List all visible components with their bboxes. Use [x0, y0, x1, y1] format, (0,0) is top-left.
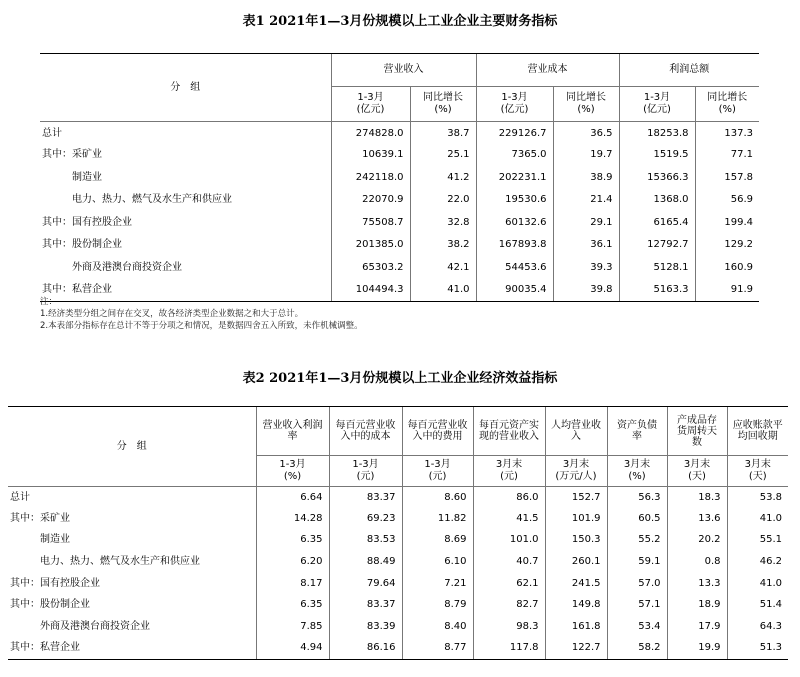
table-cell: 13.3 — [667, 573, 727, 595]
table-row — [40, 257, 759, 280]
unit-line2: (元) — [428, 471, 447, 482]
column-header-line2: 入 — [571, 431, 581, 442]
table-cell: 229126.7 — [476, 122, 553, 145]
table-cell: 25.1 — [410, 144, 476, 167]
table-cell: 40.7 — [473, 551, 545, 573]
table-cell: 18253.8 — [619, 122, 695, 145]
table-row — [8, 551, 788, 573]
table-cell: 8.69 — [402, 530, 473, 552]
column-header-line2: 率 — [287, 431, 298, 442]
table-cell: 83.53 — [329, 530, 402, 552]
table-row — [8, 594, 788, 616]
col-group-cost: 营业成本 — [476, 54, 619, 87]
table-cell: 56.3 — [607, 487, 667, 509]
column-header-3 — [473, 407, 545, 456]
table-row — [8, 573, 788, 595]
sub-header-line2: (%) — [434, 104, 452, 115]
table-cell: 167893.8 — [476, 234, 553, 257]
sub-header-line2: (%) — [718, 104, 736, 115]
table-cell: 8.60 — [402, 487, 473, 509]
table-cell: 0.8 — [667, 551, 727, 573]
table-cell: 242118.0 — [331, 167, 410, 190]
column-header-line3: 数 — [692, 436, 702, 448]
table-cell: 41.0 — [410, 279, 476, 302]
table-row — [40, 167, 759, 190]
column-header-6 — [667, 407, 727, 456]
table-cell: 1519.5 — [619, 144, 695, 167]
column-header-7 — [727, 407, 788, 456]
column-header-line1: 应收账款平 — [732, 420, 783, 431]
table-cell: 18.3 — [667, 487, 727, 509]
table-cell: 8.17 — [256, 573, 329, 595]
unit-header-0 — [256, 456, 329, 487]
table-cell: 75508.7 — [331, 212, 410, 235]
table-cell: 83.37 — [329, 487, 402, 509]
table-cell: 39.3 — [553, 257, 619, 280]
column-header-0 — [256, 407, 329, 456]
table-cell: 54453.6 — [476, 257, 553, 280]
table-cell: 38.7 — [410, 122, 476, 145]
col-group-revenue: 营业收入 — [331, 54, 476, 87]
unit-line2: (%) — [283, 471, 302, 482]
table-cell: 6.20 — [256, 551, 329, 573]
table-cell: 6165.4 — [619, 212, 695, 235]
sub-header-line1: 1-3月 — [357, 92, 384, 103]
unit-line2: (天) — [748, 471, 767, 482]
table-cell: 117.8 — [473, 638, 545, 660]
table-cell: 274828.0 — [331, 122, 410, 145]
table-cell: 8.77 — [402, 638, 473, 660]
table-cell: 83.37 — [329, 594, 402, 616]
sub-header-5 — [695, 87, 759, 122]
table-cell: 8.40 — [402, 616, 473, 638]
sub-header-4 — [619, 87, 695, 122]
table-cell: 10639.1 — [331, 144, 410, 167]
column-header-line1: 资产负债 — [617, 420, 657, 431]
table-cell: 38.2 — [410, 234, 476, 257]
table-cell: 91.9 — [695, 279, 759, 302]
table-cell: 55.1 — [727, 530, 788, 552]
table-cell: 22.0 — [410, 189, 476, 212]
table-cell: 13.6 — [667, 508, 727, 530]
group-header: 分 组 — [40, 54, 331, 122]
table-cell: 77.1 — [695, 144, 759, 167]
table-cell: 8.79 — [402, 594, 473, 616]
table-cell: 55.2 — [607, 530, 667, 552]
column-header-2 — [402, 407, 473, 456]
row-label: 其中：采矿业 — [10, 512, 70, 524]
row-label: 制造业 — [42, 171, 102, 183]
table-cell: 6.35 — [256, 530, 329, 552]
table-cell: 260.1 — [545, 551, 607, 573]
table-cell: 29.1 — [553, 212, 619, 235]
table-cell: 98.3 — [473, 616, 545, 638]
table-row — [8, 530, 788, 552]
unit-header-5 — [607, 456, 667, 487]
table-cell: 19530.6 — [476, 189, 553, 212]
unit-line1: 3月末 — [562, 459, 590, 470]
table-cell: 64.3 — [727, 616, 788, 638]
unit-line1: 3月末 — [495, 459, 523, 470]
row-label: 电力、热力、燃气及水生产和供应业 — [42, 194, 232, 206]
table-cell: 86.0 — [473, 487, 545, 509]
table-cell: 17.9 — [667, 616, 727, 638]
table-cell: 150.3 — [545, 530, 607, 552]
row-label: 其中：私营企业 — [8, 638, 256, 660]
sub-header-2 — [476, 87, 553, 122]
unit-header-7 — [727, 456, 788, 487]
row-label: 电力、热力、燃气及水生产和供应业 — [10, 556, 200, 568]
table-cell: 241.5 — [545, 573, 607, 595]
column-header-line1: 产成品存 — [677, 414, 717, 426]
table-cell: 149.8 — [545, 594, 607, 616]
table-row — [40, 234, 759, 257]
table-cell: 59.1 — [607, 551, 667, 573]
table-cell: 104494.3 — [331, 279, 410, 302]
column-header-5 — [607, 407, 667, 456]
table-cell: 38.9 — [553, 167, 619, 190]
unit-line2: (天) — [688, 471, 706, 482]
sub-header-line1: 同比增长 — [707, 92, 748, 103]
table-cell: 62.1 — [473, 573, 545, 595]
table-cell: 36.5 — [553, 122, 619, 145]
column-header-line2: 率 — [632, 431, 642, 442]
table-row — [40, 189, 759, 212]
table-cell: 19.9 — [667, 638, 727, 660]
table-cell: 18.9 — [667, 594, 727, 616]
unit-line1: 3月末 — [683, 459, 711, 470]
financial-indicators-table — [40, 53, 759, 302]
table-cell: 41.2 — [410, 167, 476, 190]
row-label: 制造业 — [10, 534, 70, 546]
table-cell: 90035.4 — [476, 279, 553, 302]
table-cell: 41.0 — [727, 573, 788, 595]
table-cell: 39.8 — [553, 279, 619, 302]
table-cell: 199.4 — [695, 212, 759, 235]
table-cell: 42.1 — [410, 257, 476, 280]
column-header-line2: 入中的成本 — [340, 431, 391, 442]
sub-header-line1: 同比增长 — [566, 92, 606, 103]
table-cell: 79.64 — [329, 573, 402, 595]
sub-header-line2: (亿元) — [500, 104, 529, 115]
table1-title: 表1 2021年1—3月份规模以上工业企业主要财务指标 — [242, 14, 558, 29]
unit-header-6 — [667, 456, 727, 487]
table-cell: 6.35 — [256, 594, 329, 616]
table-cell: 12792.7 — [619, 234, 695, 257]
sub-header-line1: 同比增长 — [423, 92, 463, 103]
table-cell: 53.8 — [727, 487, 788, 509]
efficiency-indicators-table — [8, 406, 788, 660]
table-cell: 5128.1 — [619, 257, 695, 280]
sub-header-0 — [331, 87, 410, 122]
table-cell: 60132.6 — [476, 212, 553, 235]
table-cell: 7365.0 — [476, 144, 553, 167]
column-header-4 — [545, 407, 607, 456]
sub-header-line2: (%) — [577, 104, 595, 115]
column-header-1 — [329, 407, 402, 456]
table-cell: 5163.3 — [619, 279, 695, 302]
table-cell: 65303.2 — [331, 257, 410, 280]
column-header-line1: 每百元资产实 — [479, 420, 539, 431]
table-cell: 51.4 — [727, 594, 788, 616]
table-cell: 7.85 — [256, 616, 329, 638]
row-label: 其中：国有控股企业 — [42, 216, 132, 228]
unit-header-4 — [545, 456, 607, 487]
table-cell: 161.8 — [545, 616, 607, 638]
table-row — [40, 212, 759, 235]
table1-notes — [40, 296, 363, 332]
table2-title: 表2 2021年1—3月份规模以上工业企业经济效益指标 — [242, 371, 558, 386]
table-cell: 137.3 — [695, 122, 759, 145]
col-group-profit: 利润总额 — [619, 54, 759, 87]
row-label: 其中：股份制企业 — [10, 599, 90, 611]
sub-header-1 — [410, 87, 476, 122]
table-cell: 1368.0 — [619, 189, 695, 212]
table-cell: 160.9 — [695, 257, 759, 280]
table-cell: 56.9 — [695, 189, 759, 212]
row-label: 其中：股份制企业 — [42, 239, 122, 251]
table-cell: 86.16 — [329, 638, 402, 660]
table-cell: 157.8 — [695, 167, 759, 190]
table-cell: 129.2 — [695, 234, 759, 257]
table-row — [40, 144, 759, 167]
column-header-line2: 入中的费用 — [412, 431, 463, 442]
table-cell: 14.28 — [256, 508, 329, 530]
unit-header-2 — [402, 456, 473, 487]
table-cell: 202231.1 — [476, 167, 553, 190]
table-cell: 201385.0 — [331, 234, 410, 257]
table-cell: 6.10 — [402, 551, 473, 573]
table-cell: 22070.9 — [331, 189, 410, 212]
table-cell: 83.39 — [329, 616, 402, 638]
note-1: 1.经济类型分组之间存在交叉，故各经济类型企业数据之和大于总计。 — [40, 309, 304, 319]
table-cell: 41.0 — [727, 508, 788, 530]
column-header-line1: 人均营业收 — [551, 420, 601, 431]
table-cell: 21.4 — [553, 189, 619, 212]
unit-line1: 1-3月 — [279, 459, 306, 470]
table-cell: 4.94 — [256, 638, 329, 660]
note-2: 2.本表部分指标存在总计不等于分项之和情况，是数据四舍五入所致，未作机械调整。 — [40, 321, 363, 331]
column-header-line1: 营业收入利润 — [262, 420, 323, 431]
table-cell: 152.7 — [545, 487, 607, 509]
table-cell: 11.82 — [402, 508, 473, 530]
table-cell: 57.0 — [607, 573, 667, 595]
row-label: 外商及港澳台商投资企业 — [42, 261, 182, 273]
unit-line2: (元) — [500, 471, 518, 482]
table-cell: 51.3 — [727, 638, 788, 660]
table-cell: 19.7 — [553, 144, 619, 167]
table-cell: 122.7 — [545, 638, 607, 660]
column-header-line2: 均回收期 — [737, 431, 778, 442]
sub-header-line1: 1-3月 — [501, 92, 528, 103]
table-cell: 101.9 — [545, 508, 607, 530]
row-label: 其中：国有控股企业 — [10, 577, 100, 589]
column-header-line1: 每百元营业收 — [335, 420, 396, 431]
table-cell: 60.5 — [607, 508, 667, 530]
table-row — [8, 616, 788, 638]
table-row — [8, 508, 788, 530]
row-label: 外商及港澳台商投资企业 — [10, 620, 150, 632]
unit-line2: (%) — [628, 471, 646, 482]
table-cell: 88.49 — [329, 551, 402, 573]
unit-line2: (元) — [356, 471, 375, 482]
column-header-line2: 货周转天 — [677, 425, 717, 437]
table-cell: 6.64 — [256, 487, 329, 509]
unit-header-1 — [329, 456, 402, 487]
row-label: 其中：私营企业 — [40, 279, 331, 302]
sub-header-line2: (亿元) — [643, 104, 671, 115]
table-cell: 57.1 — [607, 594, 667, 616]
sub-header-3 — [553, 87, 619, 122]
table-cell: 41.5 — [473, 508, 545, 530]
row-label: 总计 — [42, 128, 62, 139]
table-row — [8, 638, 788, 660]
note-heading: 注： — [40, 297, 58, 307]
unit-line1: 1-3月 — [352, 459, 379, 470]
unit-header-3 — [473, 456, 545, 487]
unit-line2: (万元/人) — [555, 471, 597, 482]
table-cell: 101.0 — [473, 530, 545, 552]
column-header-line2: 现的营业收入 — [479, 431, 539, 442]
column-header-line1: 每百元营业收 — [407, 420, 468, 431]
table-cell: 58.2 — [607, 638, 667, 660]
sub-header-line1: 1-3月 — [643, 92, 671, 103]
unit-line1: 3月末 — [623, 459, 651, 470]
row-label: 总计 — [10, 491, 30, 503]
table-cell: 20.2 — [667, 530, 727, 552]
row-label: 其中：采矿业 — [42, 149, 102, 161]
unit-line1: 3月末 — [744, 459, 771, 470]
table-row — [40, 122, 759, 145]
table-cell: 69.23 — [329, 508, 402, 530]
group-header: 分 组 — [8, 407, 256, 487]
unit-line1: 1-3月 — [424, 459, 451, 470]
table-cell: 46.2 — [727, 551, 788, 573]
table-row — [8, 487, 788, 509]
sub-header-line2: (亿元) — [356, 104, 385, 115]
table-cell: 15366.3 — [619, 167, 695, 190]
table-cell: 32.8 — [410, 212, 476, 235]
table-cell: 7.21 — [402, 573, 473, 595]
table-cell: 53.4 — [607, 616, 667, 638]
table-cell: 82.7 — [473, 594, 545, 616]
table-cell: 36.1 — [553, 234, 619, 257]
